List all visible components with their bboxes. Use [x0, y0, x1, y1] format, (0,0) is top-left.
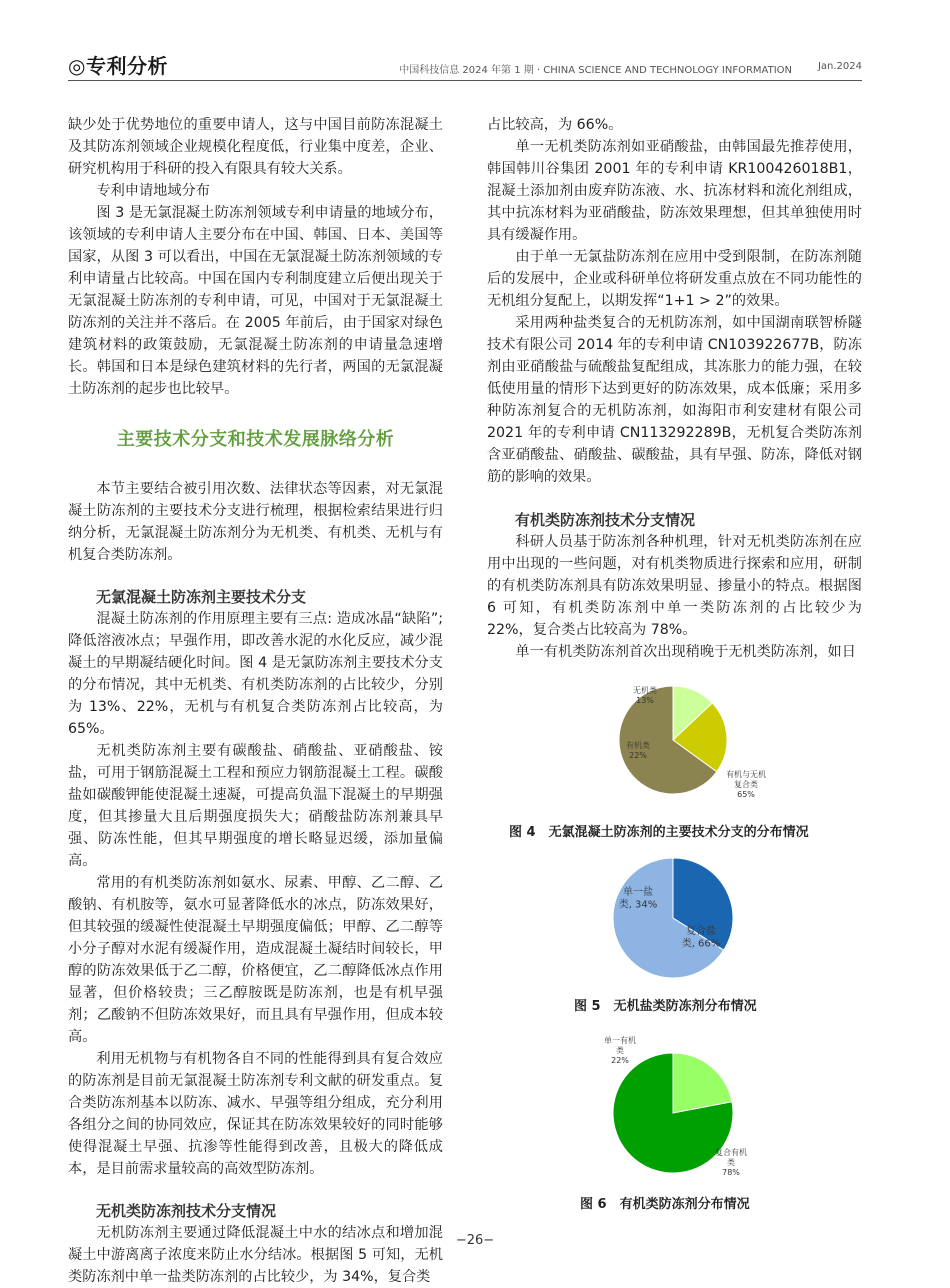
pie-label-3: 有机与无机复合类 65%: [726, 770, 766, 799]
paragraph: 本节主要结合被引用次数、法律状态等因素，对无氯混凝土防冻剂的主要技术分支进行梳理，根据检索结果进行归纳分析，无氯混凝土防冻剂分为无机类、有机类、无机与有机复合类防冻剂。: [68, 481, 443, 563]
paragraph: 采用两种盐类复合的无机防冻剂，如中国湖南联智桥隧技术有限公司 2014 年的专利申请 CN103922677B，防冻剂由亚硝酸盐与硫酸盐复配组成，其冻胀力的能力强，在较低使用量的情形下达到更好的防冻效果，成本低廉；采用多种防冻剂复合的无机防冻剂，如海阳市利安建材有限公司 2021 年的专利申请 CN113292289B，无机复合类防冻剂含亚硝酸盐、硝酸盐、碳酸盐，具有早强、防冻，降低对钢筋的影响的效果。: [487, 315, 862, 485]
paragraph: 混凝土防冻剂的作用原理主要有三点: 造成冰晶“缺陷”; 降低溶液冰点；早强作用，即改善水泥的水化反应，减少混凝土的早期凝结硬化时间。图 4 是无氯防冻剂主要技术分支的分布情况，其中无机类、有机类防冻剂的占比较少，分别为 13%、22%，无机与有机复合类防冻剂占比较高，为 65%。: [68, 611, 443, 737]
section-heading: 主要技术分支和技术发展脉络分析: [116, 429, 395, 450]
paragraph: 科研人员基于防冻剂各种机理，针对无机类防冻剂在应用中出现的一些问题，对有机类物质进行探索和应用，研制的有机类防冻剂具有防冻效果明显、掺量小的特点。根据图 6 可知，有机类防冻剂中单一类防冻剂的占比较少为 22%，复合类占比较高为 78%。: [487, 534, 862, 638]
figure-5-pie-chart: [600, 850, 750, 985]
pie-label-2: 复合有机类 78%: [715, 1148, 747, 1177]
right-column: [487, 114, 862, 663]
paragraph: 单一有机类防冻剂首次出现稍晚于无机类防冻剂，如日: [515, 644, 856, 660]
pie-label-2: 有机类 22%: [626, 741, 650, 760]
paragraph: 缺少处于优势地位的重要申请人，这与中国目前防冻混凝土及其防冻剂领域企业规模化程度低，行业集中度差，企业、研究机构用于科研的投入有限具有较大关系。: [68, 117, 443, 177]
issue-date: Jan.2024: [817, 61, 862, 72]
section-label: ◎专利分析: [68, 54, 168, 78]
pie-label-1: 单一盐类, 34%: [618, 887, 658, 911]
subsection-heading: 无机类防冻剂技术分支情况: [96, 1202, 277, 1220]
figure-6-pie-chart: [590, 1030, 780, 1190]
left-column: [68, 114, 443, 1288]
paragraph: 单一无机类防冻剂如亚硝酸盐，由韩国最先推荐使用，韩国韩川谷集团 2001 年的专利申请 KR100426018B1，混凝土添加剂由废弃防冻液、水、抗冻材料和流化剂组成，其中抗冻材料为亚硝酸盐，防冻效果理想，但其单独使用时具有缓凝作用。: [487, 139, 862, 243]
figure-4-pie-chart: [600, 680, 810, 810]
journal-name: 中国科技信息 2024 年第 1 期 · CHINA SCIENCE AND TECHNOLOGY INFORMATION: [399, 65, 792, 76]
pie-label-1: 无机类 13%: [633, 686, 657, 705]
paragraph: 无机防冻剂主要通过降低混凝土中水的结冰点和增加混凝土中游离离子浓度来防止水分结冰。根据图 5 可知，无机类防冻剂中单一盐类防冻剂的占比较少，为 34%，复合类: [68, 1225, 443, 1285]
figure-5-caption: 图 5 无机盐类防冻剂分布情况: [574, 999, 757, 1014]
paragraph: 常用的有机类防冻剂如氨水、尿素、甲醇、乙二醇、乙酸钠、有机胺等，氨水可显著降低水的冰点，防冻效果好，但其较强的缓凝性使混凝土早期强度偏低；甲醇、乙二醇等小分子醇对水泥有缓凝作用，造成混凝土凝结时间较长，甲醇的防冻效果低于乙二醇，价格便宜，乙二醇降低冰点作用显著，但价格较贵；三乙醇胺既是防冻剂，也是有机早强剂；乙酸钠不但防冻效果好，而且具有早强作用，但成本较高。: [68, 875, 443, 1045]
page-number: −26−: [455, 1233, 495, 1248]
paragraph: 由于单一无氯盐防冻剂在应用中受到限制，在防冻剂随后的发展中，企业或科研单位将研发重点放在不同功能性的无机组分复配上，以期发挥“1+1 > 2”的效果。: [487, 249, 862, 309]
figure-6: [590, 1030, 780, 1190]
pie-label-1: 单一有机类 22%: [604, 1036, 636, 1065]
paragraph: 利用无机物与有机物各自不同的性能得到具有复合效应的防冻剂是目前无氯混凝土防冻剂专利文献的研发重点。复合类防冻剂基本以防冻、减水、早强等组分组成，充分利用各组分之间的协同效应，保证其在防冻效果较好的同时能够使得混凝土早强、抗渗等性能得到改善，且极大的降低成本，是目前需求量较高的高效型防冻剂。: [68, 1051, 443, 1177]
paragraph: 图 3 是无氯混凝土防冻剂领域专利申请量的地域分布，该领域的专利申请人主要分布在中国、韩国、日本、美国等国家，从图 3 可以看出，中国在无氯混凝土防冻剂领域的专利申请量占比较高。中国在国内专利制度建立后便出现关于无氯混凝土防冻剂的专利申请，可见，中国对于无氯混凝土防冻剂的关注并不落后。在 2005 年前后，由于国家对绿色建筑材料的政策鼓励，无氯混凝土防冻剂的申请量急速增长。韩国和日本是绿色建筑材料的先行者，两国的无氯混凝土防冻剂的起步也比较早。: [68, 205, 443, 397]
figure-4-caption: 图 4 无氯混凝土防冻剂的主要技术分支的分布情况: [509, 825, 809, 840]
paragraph: 无机类防冻剂主要有碳酸盐、硝酸盐、亚硝酸盐、铵盐，可用于钢筋混凝土工程和预应力钢筋混凝土工程。碳酸盐如碳酸钾能使混凝土速凝，可提高负温下混凝土的早期强度，但其掺量大且后期强度损失大；硝酸盐防冻剂兼具早强、防冻性能，但其早期强度的增长略显迟缓，添加量偏高。: [68, 743, 443, 869]
figure-6-caption: 图 6 有机类防冻剂分布情况: [580, 1197, 750, 1212]
paragraph: 专利申请地域分布: [96, 183, 210, 199]
page-header: [68, 50, 862, 82]
subsection-heading: 无氯混凝土防冻剂主要技术分支: [96, 588, 307, 606]
pie-label-2: 复合盐类, 66%: [681, 926, 721, 950]
figure-4: [600, 680, 810, 810]
subsection-heading: 有机类防冻剂技术分支情况: [515, 511, 696, 529]
paragraph: 占比较高，为 66%。: [487, 117, 623, 133]
header-divider: [68, 80, 862, 81]
figure-5: [600, 850, 750, 985]
